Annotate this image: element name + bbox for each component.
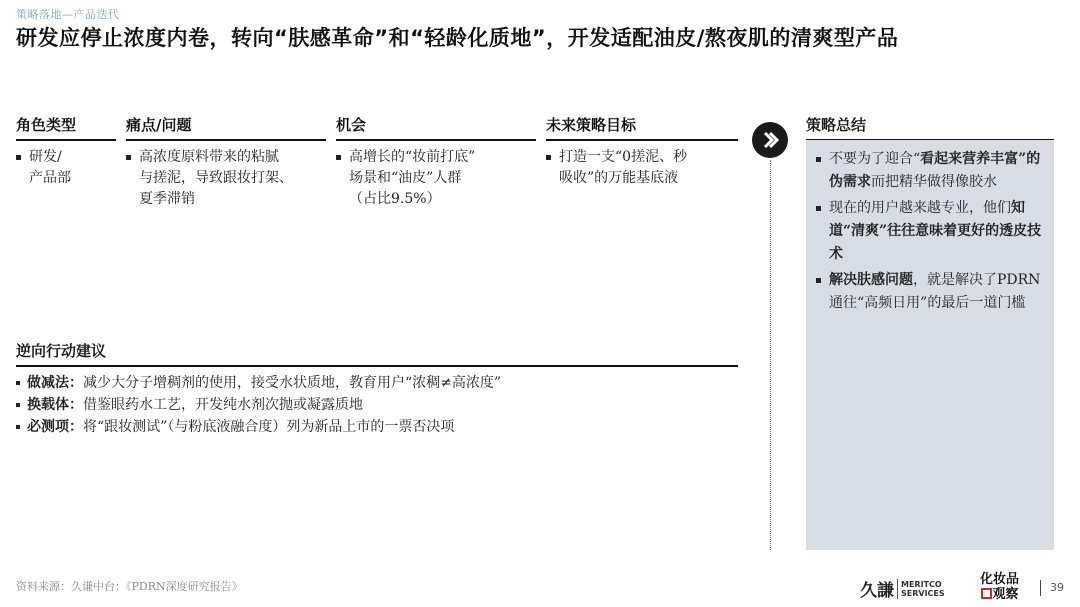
summary-text: 现在的用户越来越专业，他们 bbox=[829, 200, 1011, 216]
page-number: 39 bbox=[1050, 581, 1064, 594]
summary-emphasis: 看起来营养丰富”的伪需求 bbox=[829, 151, 1041, 190]
source-note: 资料来源：久谦中台：《PDRN深度研究报告》 bbox=[16, 580, 243, 593]
column-heading-role: 角色类型 bbox=[16, 114, 116, 141]
page-title: 研发应停止浓度内卷，转向“肤感革命”和“轻龄化质地”，开发适配油皮/熬夜肌的清爽型产品 bbox=[16, 26, 899, 50]
logo-text: 久謙 bbox=[860, 581, 894, 601]
action-label: 做减法： bbox=[27, 375, 83, 391]
logo-divider bbox=[897, 579, 898, 599]
action-text: 将“跟妆测试”（与粉底液融合度）列为新品上市的一票否决项 bbox=[83, 419, 455, 435]
text-line: 与搓泥，导致跟妆打架、 bbox=[139, 170, 293, 186]
actions-heading: 逆向行动建议 bbox=[16, 340, 738, 367]
summary-emphasis: 解决肤感问题 bbox=[829, 272, 913, 288]
action-item bbox=[16, 394, 501, 416]
column-body-pain-point bbox=[126, 147, 326, 210]
action-label: 必测项： bbox=[27, 419, 83, 435]
summary-item bbox=[816, 148, 1042, 194]
text-line: 场景和“油皮”人群 bbox=[349, 170, 462, 186]
action-text: 减少大分子增稠剂的使用，接受水状质地，教育用户“浓稠≠高浓度” bbox=[83, 375, 502, 391]
text-line: 高增长的“妆前打底” bbox=[349, 149, 476, 165]
summary-heading: 策略总结 bbox=[806, 114, 1054, 141]
column-body-role bbox=[16, 147, 116, 189]
action-item bbox=[16, 372, 501, 394]
opportunity-item bbox=[336, 147, 536, 210]
action-label: 换载体： bbox=[27, 397, 83, 413]
summary-text: 不要为了迎合“ bbox=[829, 151, 921, 167]
pain-point-item bbox=[126, 147, 326, 210]
divider bbox=[1040, 580, 1041, 596]
logo-text: MERITCO bbox=[901, 579, 942, 589]
divider bbox=[770, 160, 771, 550]
summary-item bbox=[816, 197, 1042, 266]
meritco-logo bbox=[860, 576, 945, 601]
column-heading-strategy-goal: 未来策略目标 bbox=[546, 114, 738, 141]
text-line: 高浓度原料带来的粘腻 bbox=[139, 149, 279, 165]
cosmetics-observer-logo bbox=[980, 572, 1019, 602]
logo-text: 化妆品 bbox=[980, 572, 1020, 587]
logo-box-icon bbox=[981, 588, 992, 599]
logo-text: SERVICES bbox=[901, 588, 945, 598]
text-line: 研发/ bbox=[29, 149, 62, 165]
action-item bbox=[16, 416, 501, 438]
summary-text: 而把精华做得像胶水 bbox=[871, 174, 997, 190]
column-body-opportunity bbox=[336, 147, 536, 210]
breadcrumb: 策略落地—产品迭代 bbox=[16, 8, 120, 21]
text-line: 夏季滞销 bbox=[139, 191, 195, 207]
text-line: （占比9.5%） bbox=[349, 191, 441, 207]
column-body-strategy-goal bbox=[546, 147, 738, 189]
logo-text: 观察 bbox=[992, 587, 1019, 602]
chevron-right-icon bbox=[752, 122, 788, 158]
column-heading-opportunity: 机会 bbox=[336, 114, 536, 141]
summary-text: ，就是解决了PDRN通往“高频日用”的最后一道门槛 bbox=[829, 272, 1041, 311]
actions-list bbox=[16, 372, 501, 438]
text-line: 产品部 bbox=[29, 170, 71, 186]
logo-english bbox=[901, 580, 945, 598]
text-line: 吸收”的万能基底液 bbox=[559, 170, 679, 186]
summary-panel bbox=[806, 140, 1054, 550]
action-text: 借鉴眼药水工艺，开发纯水剂次抛或凝露质地 bbox=[83, 397, 363, 413]
role-item bbox=[16, 147, 116, 189]
text-line: 打造一支“0搓泥、秒 bbox=[559, 149, 688, 165]
strategy-goal-item bbox=[546, 147, 738, 189]
summary-item bbox=[816, 269, 1042, 315]
column-heading-pain-point: 痛点/问题 bbox=[126, 114, 326, 141]
summary-emphasis: 知道“清爽”往往意味着更好的透皮技术 bbox=[829, 200, 1042, 262]
